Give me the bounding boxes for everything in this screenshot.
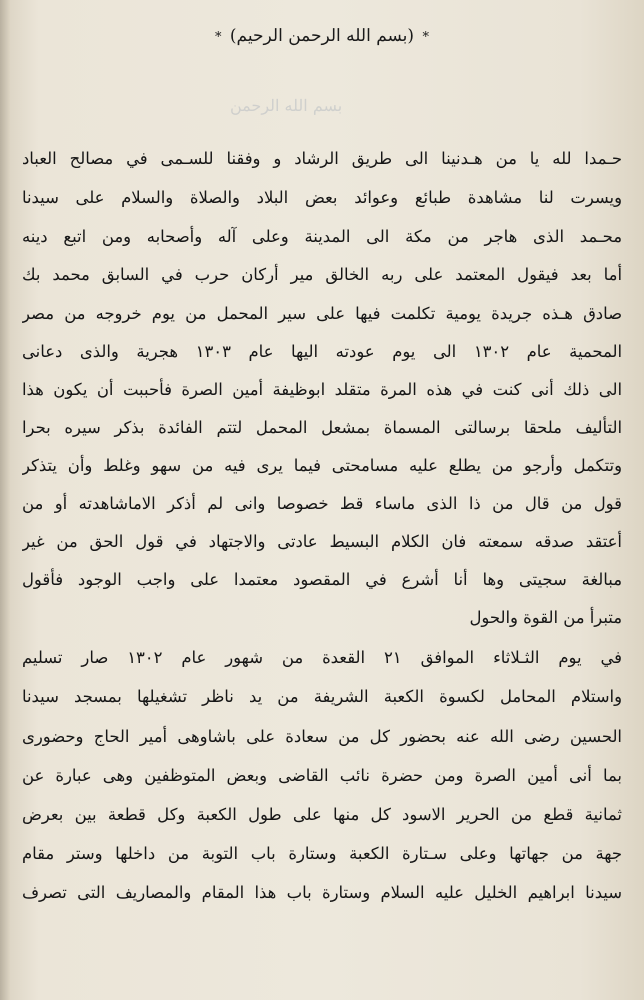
text-line-14: في يوم الثـلاثاء الموافق ٢١ القعدة من شهور عام ١٣٠٢ صار تسليم xyxy=(22,648,622,667)
text-line-5: صادق هـذه جريدة يومية تكلمت فيها على سير المحمل من يوم خروجه من مصر xyxy=(22,304,622,323)
text-line-9: وتتكمل وأرجو من يطلع عليه مسامحتى فيما يرى فيه من سهو وغلط وأن يتذكر xyxy=(22,456,622,475)
text-line-1: حـمدا لله يا من هـدنينا الى طريق الرشاد و وفقنا للسـمى في مصالح العباد xyxy=(22,149,622,168)
text-line-18: ثمانية قطع من الحرير الاسود كل منها على طول الكعبة وكل قطعة بين بعرض xyxy=(22,805,622,824)
text-line-2: ويسرت لنا مشاهدة طبائع وعوائد بعض البلاد والصلاة والسلام على سيدنا xyxy=(22,188,622,207)
text-line-19: جهة من جهاتها وعلى سـتارة الكعبة وستارة باب التوبة من داخلها وستر مقام xyxy=(22,844,622,863)
text-line-17: بما أنى أمين الصرة ومن حضرة نائب القاضى وبعض المتوظفين وهى عبارة عن xyxy=(22,766,622,785)
text-line-11: أعتقد صدقه سمعته فان الكلام البسيط عادتى والاجتهاد في قول الحق من غير xyxy=(22,532,622,551)
basmala-heading: (بسم الله الرحمن الرحيم) xyxy=(229,26,415,46)
text-line-8: التأليف ملحقا برسالتى المسماة بمشعل المحمل لتتم الفائدة بذكر سيره بحرا xyxy=(22,418,622,437)
text-line-15: واستلام المحامل لكسوة الكعبة الشريفة من يد ناظر تشغيلها بمسجد سيدنا xyxy=(22,687,622,706)
page-header xyxy=(0,26,644,46)
text-line-7: الى ذلك أنى كنت في هذه المرة متقلد ابوظيفة أمين الصرة فأحببت أن يكون هذا xyxy=(22,380,622,399)
text-line-13: متبرأ من القوة والحول xyxy=(469,608,622,627)
text-line-4 xyxy=(22,260,622,290)
text-line-6: المحمية عام ١٣٠٢ الى يوم عودته اليها عام ١٣٠٣ هجرية والذى دعانى xyxy=(22,342,622,361)
bleed-through-text: بسم الله الرحمن xyxy=(230,96,343,115)
ornament-star-left: * xyxy=(215,30,222,45)
page-gutter xyxy=(0,0,10,1000)
text-line-4-text: أما بعد فيقول المعتمد على ربه الخالق مير أركان حرب في السابق محمد بك xyxy=(22,265,622,284)
text-line-20: سيدنا ابراهيم الخليل عليه السلام وستارة باب هذا المقام والمصاريف التى تصرف xyxy=(22,883,622,902)
text-line-12: مبالغة سجيتى وها أنا أشرع في المقصود معتمدا على واجب الوجود فأقول xyxy=(22,570,622,589)
text-line-3: محـمد الذى هاجر من مكة الى المدينة وعلى آله وأصحابه ومن اتبع دينه xyxy=(22,227,622,246)
text-line-10: قول من قال من ذا الذى ماساء قط خصوصا وانى لم أذكر الاماشاهدته أو من xyxy=(22,494,622,513)
text-line-16: الحسين رضى الله عنه بحضور كل من سعادة على باشاوهى أمير الحاج وحضورى xyxy=(22,727,622,746)
ornament-star-right: * xyxy=(422,30,429,45)
